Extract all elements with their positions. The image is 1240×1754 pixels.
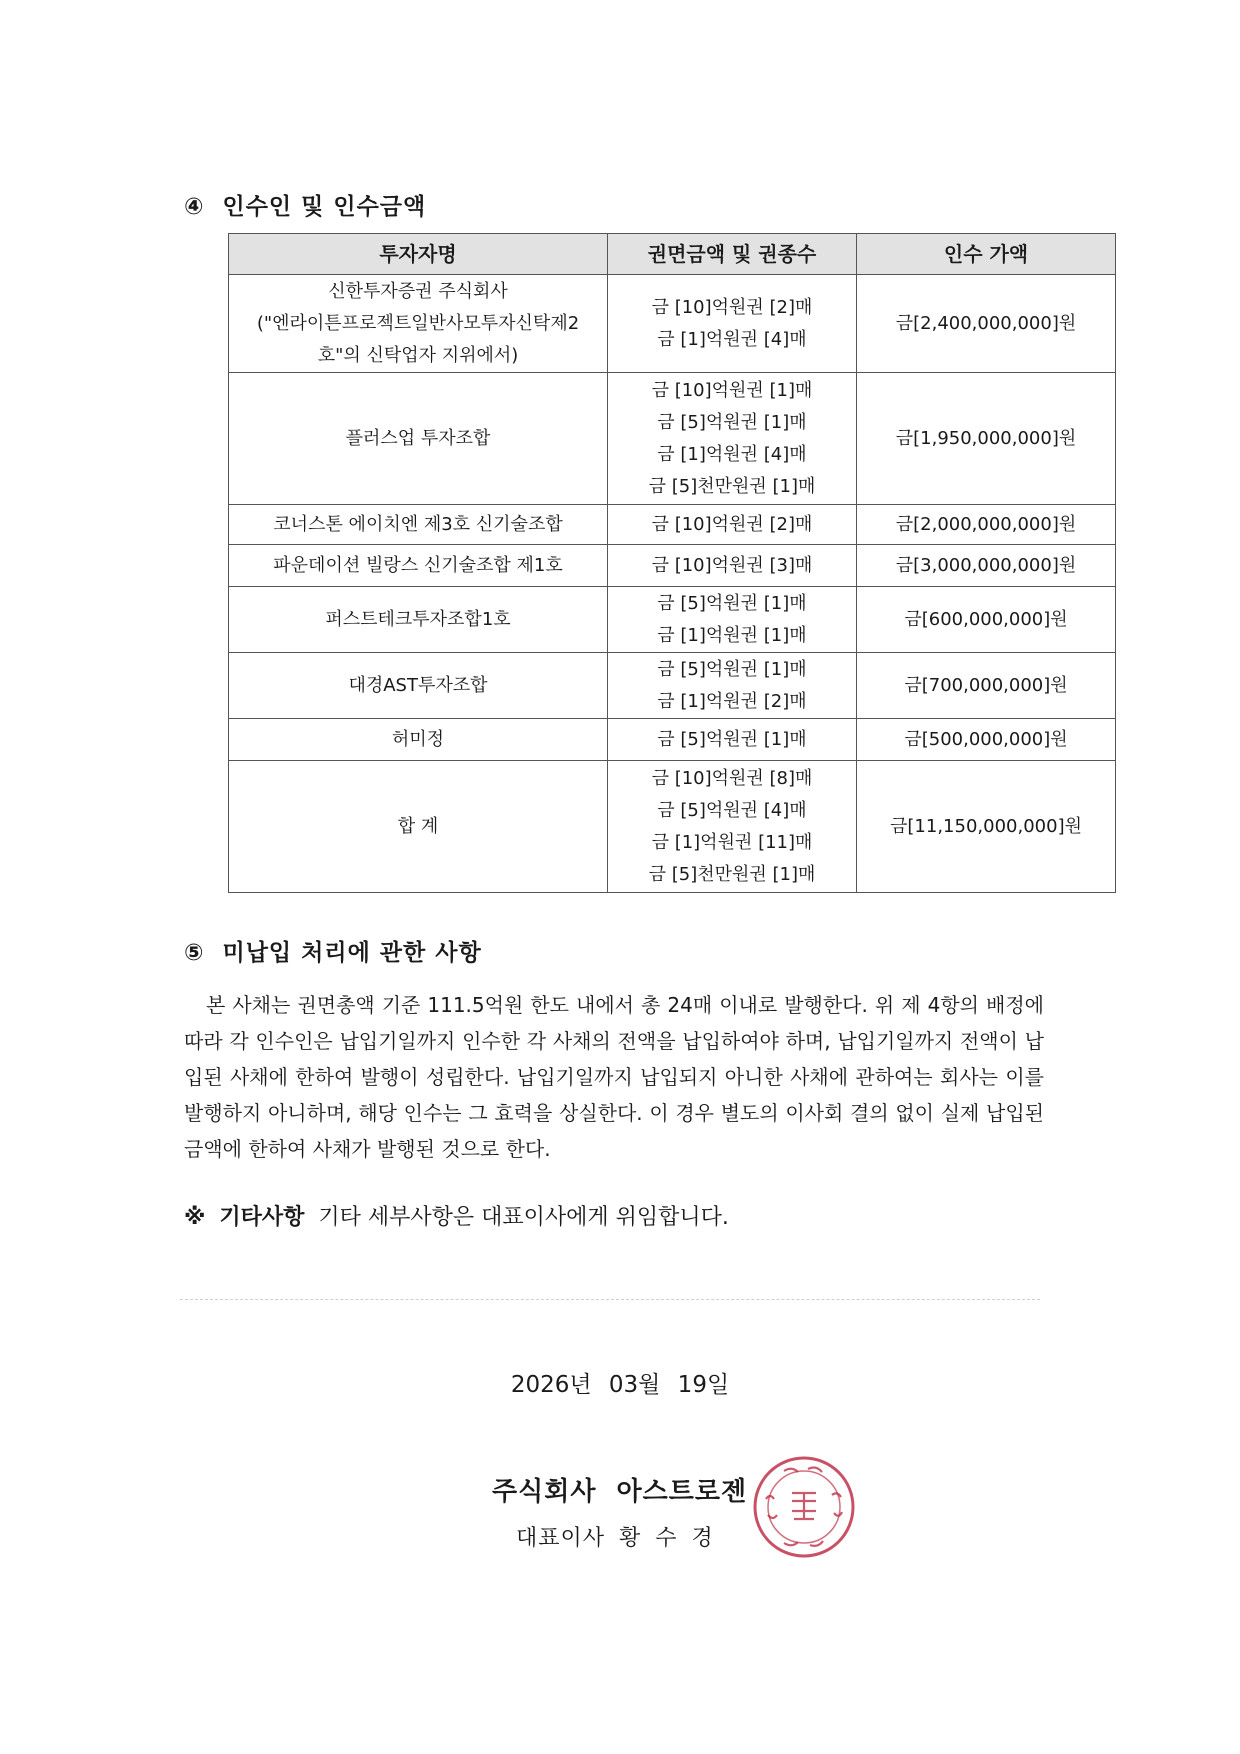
investor-cell bbox=[229, 275, 608, 373]
denomination-line: 금 [5]억원권 [4]매 bbox=[657, 799, 807, 821]
denomination-line: 금 [5]억원권 [1]매 bbox=[657, 411, 807, 433]
denomination-line: 금 [10]억원권 [2]매 bbox=[651, 296, 813, 318]
denomination-line: 금 [1]억원권 [2]매 bbox=[657, 690, 807, 712]
other-matters-note bbox=[184, 1200, 729, 1231]
header-amount: 인수 가액 bbox=[857, 234, 1116, 275]
header-denominations: 권면금액 및 권종수 bbox=[608, 234, 857, 275]
table-row bbox=[229, 587, 1116, 653]
section-5-title: 미납입 처리에 관한 사항 bbox=[222, 940, 482, 966]
ceo-name: 대표이사 황 수 경 bbox=[516, 1526, 714, 1551]
amount-cell: 금[2,400,000,000]원 bbox=[857, 275, 1116, 373]
investor-cell: 퍼스트테크투자조합1호 bbox=[229, 587, 608, 653]
section-5-number: ⑤ bbox=[184, 940, 205, 966]
table-total-row bbox=[229, 761, 1116, 893]
denomination-line: 금 [5]억원권 [1]매 bbox=[657, 592, 807, 614]
table-row bbox=[229, 373, 1116, 505]
table-row bbox=[229, 505, 1116, 545]
section-4-number: ④ bbox=[184, 194, 205, 220]
denomination-line: 금 [5]억원권 [1]매 bbox=[657, 658, 807, 680]
investor-cell: 합 계 bbox=[229, 761, 608, 893]
denominations-cell: 금 [5]억원권 [1]매 bbox=[608, 719, 857, 761]
document-date: 2026년 03월 19일 bbox=[510, 1372, 730, 1398]
table-row bbox=[229, 719, 1116, 761]
denominations-cell bbox=[608, 587, 857, 653]
company-seal-icon bbox=[752, 1455, 856, 1559]
amount-cell: 금[700,000,000]원 bbox=[857, 653, 1116, 719]
denominations-cell bbox=[608, 653, 857, 719]
denominations-cell bbox=[608, 275, 857, 373]
investor-line: 호"의 신탁업자 지위에서) bbox=[317, 344, 519, 366]
amount-cell: 금[3,000,000,000]원 bbox=[857, 545, 1116, 587]
header-investor: 투자자명 bbox=[229, 234, 608, 275]
denominations-cell: 금 [10]억원권 [3]매 bbox=[608, 545, 857, 587]
subscription-table bbox=[228, 233, 1116, 893]
section-4-heading bbox=[184, 188, 426, 221]
denominations-cell: 금 [10]억원권 [2]매 bbox=[608, 505, 857, 545]
denomination-line: 금 [10]억원권 [1]매 bbox=[651, 379, 813, 401]
divider bbox=[180, 1299, 1040, 1300]
investor-line: ("엔라이튼프로젝트일반사모투자신탁제2 bbox=[256, 312, 580, 334]
section-5-body: 본 사채는 권면총액 기준 111.5억원 한도 내에서 총 24매 이내로 발행한다. 위 제 4항의 배정에 따라 각 인수인은 납입기일까지 인수한 각 사채의 전액을 납입하여야 하며, 납입기일까지 전액이 납입된 사채에 한하여 발행이 성립한다. 납입기일까지 납입되지 아니한 사채에 관하여는 회사는 이를 발행하지 아니하며, 해당 인수는 그 효력을 상실한다. 이 경우 별도의 이사회 결의 없이 실제 납입된 금액에 한하여 사채가 발행된 것으로 한다. bbox=[184, 993, 1044, 1161]
note-label: 기타사항 bbox=[219, 1205, 305, 1230]
amount-cell: 금[11,150,000,000]원 bbox=[857, 761, 1116, 893]
investor-cell: 플러스업 투자조합 bbox=[229, 373, 608, 505]
investor-cell: 코너스톤 에이치엔 제3호 신기술조합 bbox=[229, 505, 608, 545]
note-mark: ※ bbox=[184, 1205, 206, 1230]
denomination-line: 금 [1]억원권 [11]매 bbox=[651, 831, 813, 853]
denomination-line: 금 [1]억원권 [1]매 bbox=[657, 624, 807, 646]
investor-cell: 대경AST투자조합 bbox=[229, 653, 608, 719]
section-4-title: 인수인 및 인수금액 bbox=[222, 194, 427, 220]
table-row bbox=[229, 275, 1116, 373]
denominations-cell bbox=[608, 761, 857, 893]
denomination-line: 금 [5]천만원권 [1]매 bbox=[648, 475, 816, 497]
amount-cell: 금[600,000,000]원 bbox=[857, 587, 1116, 653]
denominations-cell bbox=[608, 373, 857, 505]
table-row bbox=[229, 545, 1116, 587]
note-text: 기타 세부사항은 대표이사에게 위임합니다. bbox=[318, 1205, 729, 1230]
investor-cell: 허미정 bbox=[229, 719, 608, 761]
amount-cell: 금[2,000,000,000]원 bbox=[857, 505, 1116, 545]
amount-cell: 금[1,950,000,000]원 bbox=[857, 373, 1116, 505]
company-name: 주식회사 아스트로젠 bbox=[492, 1477, 748, 1507]
table-header-row bbox=[229, 234, 1116, 275]
amount-cell: 금[500,000,000]원 bbox=[857, 719, 1116, 761]
table-row bbox=[229, 653, 1116, 719]
denomination-line: 금 [10]억원권 [8]매 bbox=[651, 767, 813, 789]
section-5-heading bbox=[184, 934, 482, 967]
investor-line: 신한투자증권 주식회사 bbox=[328, 280, 508, 302]
denomination-line: 금 [5]천만원권 [1]매 bbox=[648, 863, 816, 885]
denomination-line: 금 [1]억원권 [4]매 bbox=[657, 328, 807, 350]
investor-cell: 파운데이션 빌랑스 신기술조합 제1호 bbox=[229, 545, 608, 587]
denomination-line: 금 [1]억원권 [4]매 bbox=[657, 443, 807, 465]
